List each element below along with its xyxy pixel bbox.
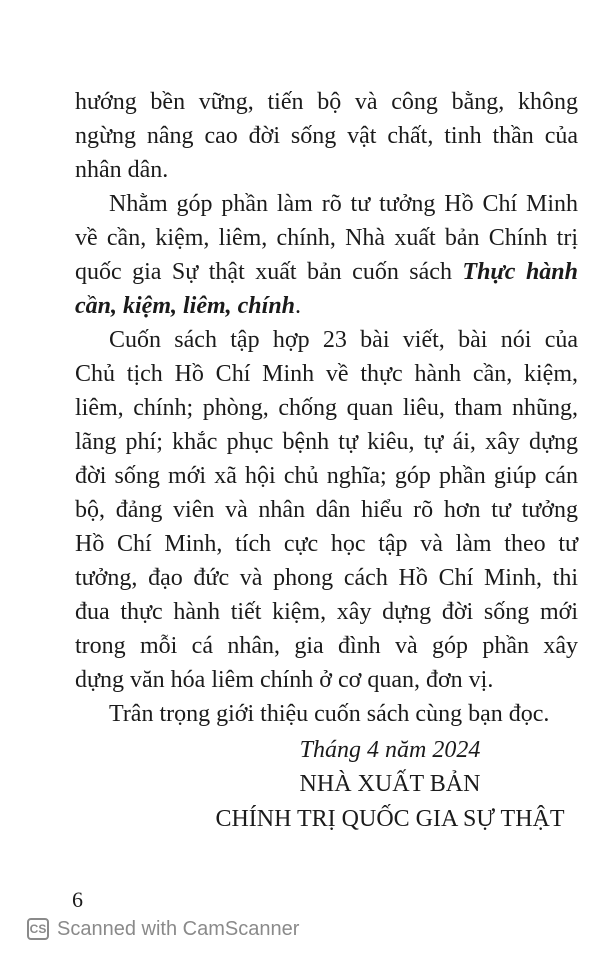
text-line: liêm, chính; phòng, chống quan liêu, tham nhũng, [75,395,578,421]
text-line: dựng văn hóa liêm chính ở cơ quan, đơn vị. [75,667,494,693]
text-line: đua thực hành tiết kiệm, xây dựng đời sống mới [75,599,578,625]
text-line: ngừng nâng cao đời sống vật chất, tinh thần của [75,123,578,149]
signature-date: Tháng 4 năm 2024 [299,737,481,763]
text-line: về cần, kiệm, liêm, chính, Nhà xuất bản Chính trị [75,225,578,251]
paragraph-2 [75,187,578,323]
text-fragment: quốc gia Sự thật xuất bản cuốn sách [75,259,463,285]
book-title-fragment: cần, kiệm, liêm, chính [75,293,296,319]
page-number: 6 [72,887,83,912]
paragraph-4 [75,697,578,731]
text-line: nhân dân. [75,157,169,183]
publisher-name-line-1: NHÀ XUẤT BẢN [299,771,481,797]
text-line-with-title [75,289,578,323]
text-line: Hồ Chí Minh, tích cực học tập và làm theo tư [75,531,578,557]
text-line: Nhằm góp phần làm rõ tư tưởng Hồ Chí Minh [109,191,578,217]
body-text [75,85,578,731]
text-line: Cuốn sách tập hợp 23 bài viết, bài nói của [109,327,578,353]
text-line-with-title [75,255,578,289]
text-line: tưởng, đạo đức và phong cách Hồ Chí Minh, thi [75,565,578,591]
publisher-name-line-2: CHÍNH TRỊ QUỐC GIA SỰ THẬT [215,806,565,832]
text-line: lãng phí; khắc phục bệnh tự kiêu, tự ái, xây dựng [75,429,578,455]
text-fragment: . [295,293,302,319]
paragraph-1 [75,85,578,187]
camscanner-logo-icon: CS [27,918,49,940]
text-line: hướng bền vững, tiến bộ và công bằng, không [75,89,578,115]
paragraph-3 [75,323,578,697]
text-line: Trân trọng giới thiệu cuốn sách cùng bạn đọc. [109,701,550,727]
watermark-text: Scanned with CamScanner [57,917,300,940]
scanner-watermark [27,916,299,942]
text-line: đời sống mới xã hội chủ nghĩa; góp phần giúp cán [75,463,578,489]
text-line: Chủ tịch Hồ Chí Minh về thực hành cần, kiệm, [75,361,578,387]
text-line: bộ, đảng viên và nhân dân hiểu rõ hơn tư tưởng [75,497,578,523]
text-line: trong mỗi cá nhân, gia đình và góp phần xây [75,633,578,659]
book-title-fragment: Thực hành [462,259,578,285]
